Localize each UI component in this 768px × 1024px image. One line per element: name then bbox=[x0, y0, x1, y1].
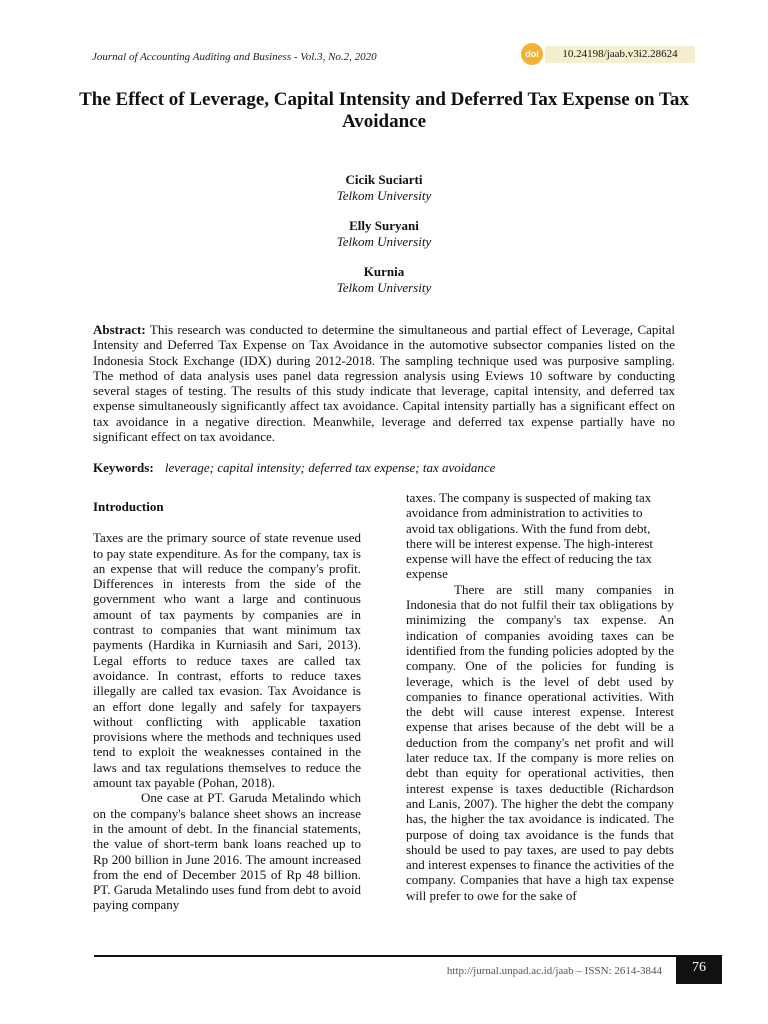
keywords-text: leverage; capital intensity; deferred tax expense; tax avoidance bbox=[164, 460, 496, 475]
author-affiliation: Telkom University bbox=[336, 188, 432, 203]
right-column bbox=[406, 490, 674, 903]
footer-divider bbox=[94, 955, 676, 957]
abstract-text: This research was conducted to determine the simultaneous and partial effect of Leverage, Capital Intensity and Deferred Tax Expense on Tax Avoidance in the automotive subsector companies listed on the Indonesia Stock Exchange (IDX) during 2012-2018. The sampling technique used was purposive sampling. The method of data analysis uses panel data regression analysis using Eviews 10 software by conducting several stages of testing. The results of this study indicate that leverage, capital intensity, and deferred tax expense simultaneously significantly affect tax avoidance. Capital intensity partially has a significant effect on tax avoidance in a negative direction. Meanwhile, leverage and deferred tax expense partially have no significant effect on tax avoidance. bbox=[93, 322, 676, 445]
section-heading-introduction: Introduction bbox=[93, 499, 164, 514]
footer-url[interactable]: http://jurnal.unpad.ac.id/jaab – ISSN: 2614-3844 bbox=[446, 965, 662, 977]
left-column bbox=[93, 490, 361, 913]
paragraph: Taxes are the primary source of state revenue used to pay state expenditure. As for the company, tax is an expense that will reduce the company's profit. Differences in interests from the side of the government who want a large and continuous amount of tax payments by companies are in contrast to companies that want minimum tax payments (Hardika in Kurniasih and Sari, 2013). Legal efforts to reduce taxes are called tax avoidance. In contrast, efforts to reduce taxes illegally are called tax evasion. Tax Avoidance is an effort done legally and safely for taxpayers without conflicting with applicable taxation provisions where the methods and techniques used tend to exploit the weaknesses contained in the laws and tax regulations themselves to reduce the amount tax payable (Pohan, 2018). bbox=[93, 530, 361, 791]
paper-title: The Effect of Leverage, Capital Intensity and Deferred Tax Expense on Tax Avoidance bbox=[79, 89, 689, 132]
author-block bbox=[234, 264, 534, 296]
abstract-label: Abstract: bbox=[93, 322, 146, 337]
author-name: Cicik Suciarti bbox=[345, 172, 423, 187]
keywords bbox=[93, 460, 675, 476]
abstract bbox=[93, 322, 675, 444]
doi-badge[interactable] bbox=[521, 43, 677, 65]
page-number: 76 bbox=[676, 955, 722, 984]
author-block bbox=[234, 218, 534, 250]
doi-icon: doi bbox=[521, 43, 543, 65]
author-name: Kurnia bbox=[363, 264, 405, 279]
author-affiliation: Telkom University bbox=[336, 234, 432, 249]
paragraph: One case at PT. Garuda Metalindo which on the company's balance sheet shows an increase in the amount of debt. In the financial statements, the value of short-term bank loans reached up to Rp 200 billion in June 2016. The amount increased from the end of December 2015 of Rp 48 billion. PT. Garuda Metalindo uses fund from debt to avoid paying company bbox=[93, 790, 362, 913]
author-block bbox=[234, 172, 534, 204]
author-name: Elly Suryani bbox=[349, 218, 419, 233]
paragraph: There are still many companies in Indonesia that do not fulfil their tax obligations by minimizing the company's tax expense. An indication of companies avoiding taxes can be identified from the funding policies adopted by the company. One of the policies for funding is leverage, which is the level of debt used by companies to finance operational activities. With the debt will cause interest expense. Interest expense that arises because of the debt will be a deduction from the company's net profit and will later reduce tax. If the company is more relies on debt than equity for operational activities, then interest expense is taxes deductible (Richardson and Lanis, 2007). The higher the debt the company has, the higher the tax avoidance is indicated. The purpose of doing tax avoidance is the funds that should be used to pay taxes, are used to pay debts and interest expenses to finance the activities of the company. Companies that have a high tax expense will prefer to owe for the sake of bbox=[406, 581, 674, 903]
journal-header: Journal of Accounting Auditing and Business - Vol.3, No.2, 2020 bbox=[92, 51, 377, 63]
paragraph: taxes. The company is suspected of making tax avoidance from administration to activities to avoid tax obligations. With the fund from debt, there will be interest expense. The high-interest expense will have the effect of reducing the tax expense bbox=[406, 490, 654, 582]
doi-link[interactable]: 10.24198/jaab.v3i2.28624 bbox=[545, 46, 695, 63]
author-affiliation: Telkom University bbox=[336, 280, 432, 295]
keywords-label: Keywords: bbox=[93, 460, 154, 475]
